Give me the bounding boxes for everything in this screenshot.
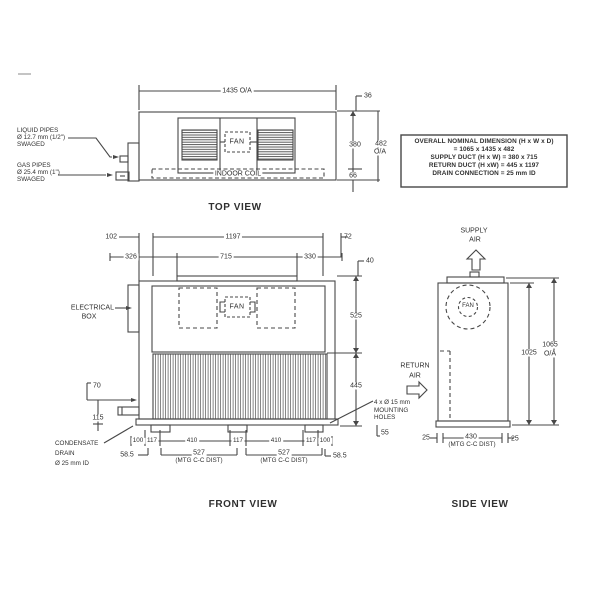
- dim-66-label: 66: [349, 172, 357, 180]
- info-line-3: SUPPLY DUCT (H x W) = 380 x 715: [430, 153, 538, 161]
- mounting-holes-label-line3: HOLES: [374, 413, 396, 421]
- supply-duct-collar: [177, 276, 297, 281]
- condensate-leader: [104, 426, 133, 443]
- dim-1025-label: 1025: [521, 349, 537, 357]
- top-view-title: TOP VIEW: [208, 202, 262, 213]
- dim-70-label: 70: [93, 382, 101, 390]
- info-line-2: = 1065 x 1435 x 482: [453, 145, 515, 153]
- dim-117-c-label: 117: [305, 436, 317, 444]
- dim-overall-width-label: 1435 O/A: [222, 87, 252, 95]
- dim-117-a-label: 117: [146, 436, 158, 444]
- dim-100-right-label: 100: [319, 436, 331, 444]
- dim-25-right-label: 25: [511, 435, 519, 443]
- base-rail: [136, 419, 338, 425]
- return-air-arrow: [407, 382, 427, 398]
- liquid-pipe-stub: [120, 156, 128, 162]
- dim-326-label: 326: [125, 253, 137, 261]
- indoor-coil-label: INDOOR COIL: [214, 170, 262, 178]
- mounting-holes-leader: [330, 401, 373, 423]
- dim-445-label: 445: [350, 382, 362, 390]
- info-line-4: RETURN DUCT (H xW) = 445 x 1197: [428, 161, 540, 169]
- dim-482-oa-label: O/A: [373, 148, 387, 156]
- side-view-title: SIDE VIEW: [451, 499, 509, 510]
- dim-115-label: 115: [92, 414, 104, 422]
- condensate-label-line1: CONDENSATE: [55, 439, 99, 447]
- info-line-1: OVERALL NOMINAL DIMENSION (H x W x D): [414, 137, 554, 145]
- electrical-box-label-line2: BOX: [81, 313, 97, 321]
- return-air-label-line1: RETURN: [400, 362, 430, 370]
- dim-410-b-label: 410: [270, 436, 282, 444]
- supply-collar-stub: [470, 272, 479, 277]
- liquid-pipes-label-line1: LIQUID PIPES: [17, 126, 59, 134]
- mtg-dist-a-label: (MTG C-C DIST): [175, 456, 223, 464]
- side-view-drawing: [407, 250, 559, 443]
- liquid-pipes-label-line2: Ø 12.7 mm (1/2"): [17, 133, 66, 141]
- gas-pipes-label-line1: GAS PIPES: [17, 161, 51, 169]
- dim-1197-label: 1197: [225, 233, 241, 241]
- supply-air-label-line2: AIR: [469, 236, 481, 244]
- return-air-grille: [153, 354, 327, 419]
- condensate-drain-pipe: [118, 407, 139, 415]
- mounting-foot-right: [305, 425, 323, 432]
- dim-102-label: 102: [105, 233, 117, 241]
- supply-air-arrow: [467, 250, 485, 270]
- dim-330-label: 330: [304, 253, 316, 261]
- gas-pipes-label-line3: SWAGED: [17, 175, 45, 183]
- dim-55-label: 55: [381, 429, 389, 437]
- dim-72-label: 72: [344, 233, 352, 241]
- fan-opening-left: [179, 288, 217, 328]
- info-line-5: DRAIN CONNECTION = 25 mm ID: [432, 169, 536, 177]
- dim-430-label: 430: [465, 433, 477, 441]
- dim-482-label: 482: [375, 140, 387, 148]
- electrical-box-label-line1: ELECTRICAL: [70, 304, 114, 312]
- blower-coil-right: [258, 130, 293, 160]
- gas-pipes-label-line2: Ø 25.4 mm (1"): [17, 168, 60, 176]
- dim-410-a-label: 410: [186, 436, 198, 444]
- fan-label-top: FAN: [229, 138, 245, 146]
- dim-585-left-label: 58.5: [120, 451, 134, 459]
- mtg-dist-b-label: (MTG C-C DIST): [260, 456, 308, 464]
- fan-label-side: FAN: [462, 303, 474, 309]
- front-view-drawing: [87, 233, 380, 456]
- fan-opening-right: [257, 288, 295, 328]
- front-view-title: FRONT VIEW: [208, 499, 278, 510]
- mounting-holes-label-line2: MOUNTING: [374, 406, 409, 414]
- dim-527-b-label: 527: [278, 449, 290, 457]
- dim-1065-oa-label: O/A: [543, 350, 557, 358]
- dim-380-label: 380: [349, 141, 361, 149]
- supply-air-label-line1: SUPPLY: [460, 227, 488, 235]
- dim-36-label: 36: [364, 92, 372, 100]
- pipe-connection-box: [128, 143, 139, 181]
- return-air-label-line2: AIR: [409, 372, 421, 380]
- mtg-dist-side-label: (MTG C-C DIST): [448, 440, 496, 448]
- side-base: [436, 421, 510, 427]
- liquid-pipes-leader: [68, 138, 112, 157]
- dim-527-a-label: 527: [193, 449, 205, 457]
- dim-117-b-label: 117: [232, 436, 244, 444]
- dim-40-label: 40: [366, 257, 374, 265]
- liquid-pipes-label-line3: SWAGED: [17, 140, 45, 148]
- dim-1065-label: 1065: [542, 341, 558, 349]
- dim-585-right-label: 58.5: [333, 452, 347, 460]
- condensate-label-line3: Ø 25 mm ID: [55, 459, 89, 467]
- blower-coil-left: [182, 130, 217, 160]
- condensate-label-line2: DRAIN: [55, 449, 75, 457]
- dim-25-left-label: 25: [422, 434, 430, 442]
- dim-100-left-label: 100: [132, 436, 144, 444]
- dim-715-label: 715: [220, 253, 232, 261]
- mounting-holes-label-line1: 4 x Ø 15 mm: [374, 398, 411, 406]
- fan-label-front: FAN: [229, 303, 245, 311]
- mounting-foot-center: [228, 425, 247, 432]
- side-top-cap: [447, 277, 504, 283]
- dim-525-label: 525: [350, 312, 362, 320]
